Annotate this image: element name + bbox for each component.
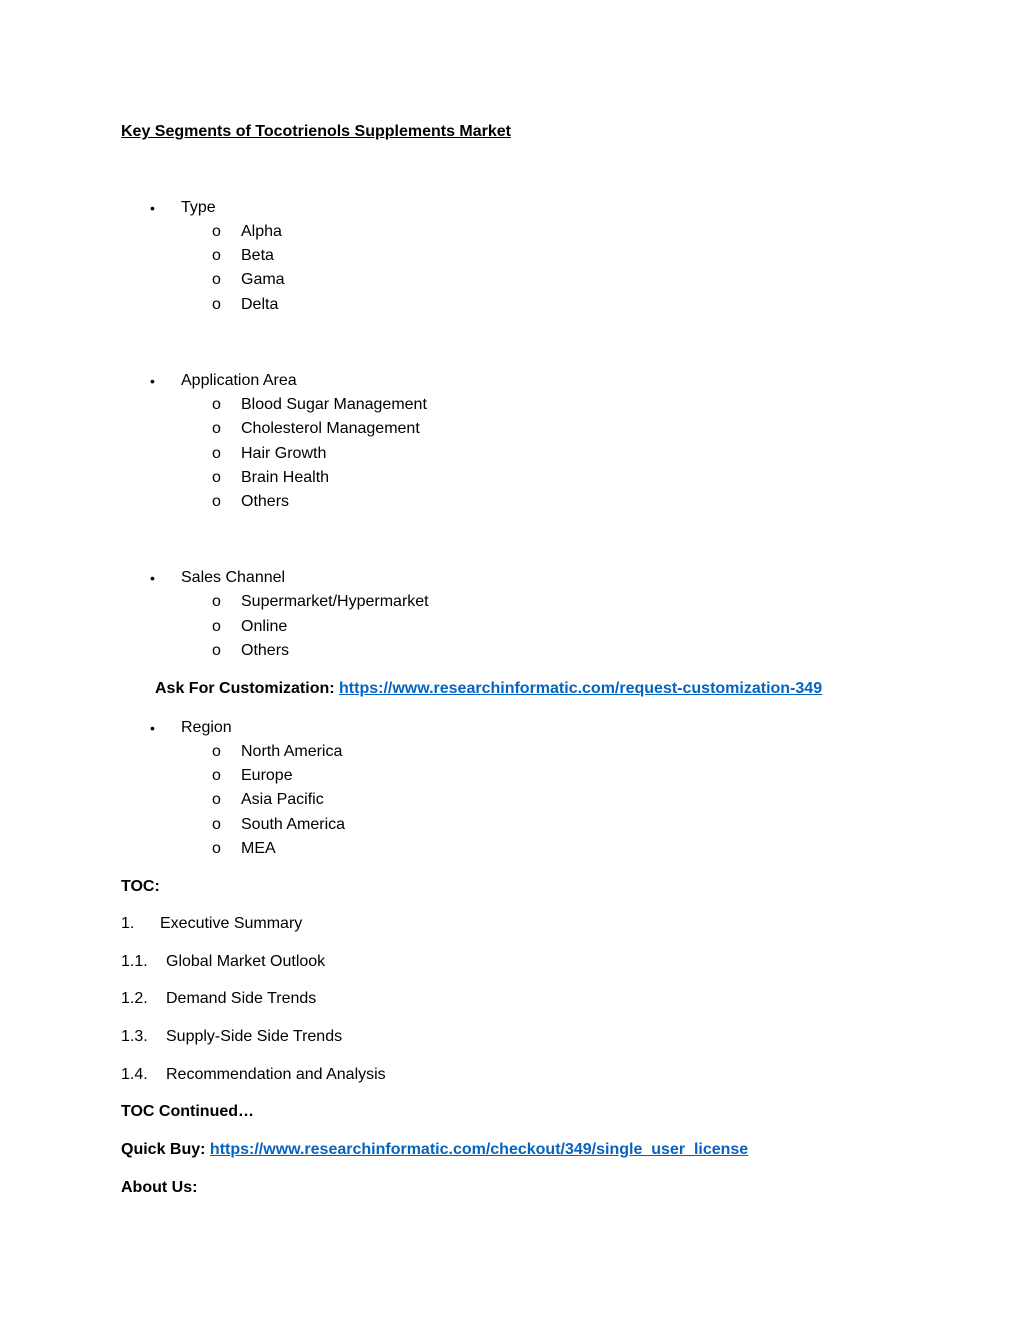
- list-item: Others: [241, 642, 290, 659]
- sub-marker: o: [212, 593, 221, 610]
- bullet-marker: •: [150, 570, 155, 586]
- list-item: Beta: [241, 247, 274, 264]
- segment-label-region: Region: [181, 719, 232, 736]
- customization-line: [155, 679, 822, 699]
- sub-marker: o: [212, 493, 221, 510]
- toc-item-text: Supply-Side Side Trends: [166, 1028, 343, 1045]
- segment-label-sales-channel: Sales Channel: [181, 569, 286, 586]
- toc-item-text: Demand Side Trends: [166, 990, 317, 1007]
- list-item: South America: [241, 816, 346, 833]
- sub-marker: o: [212, 743, 221, 760]
- toc-item-text: Executive Summary: [160, 915, 303, 932]
- sub-marker: o: [212, 296, 221, 313]
- bullet-marker: •: [150, 200, 155, 216]
- about-us-heading: About Us:: [121, 1179, 198, 1196]
- list-item: Delta: [241, 296, 279, 313]
- list-item: Asia Pacific: [241, 791, 324, 808]
- sub-marker: o: [212, 791, 221, 808]
- list-item: Brain Health: [241, 469, 330, 486]
- sub-marker: o: [212, 445, 221, 462]
- bullet-marker: •: [150, 720, 155, 736]
- quick-buy-label: Quick Buy:: [121, 1141, 206, 1158]
- sub-marker: o: [212, 618, 221, 635]
- list-item: Supermarket/Hypermarket: [241, 593, 429, 610]
- toc-continued: TOC Continued…: [121, 1103, 255, 1120]
- toc-item-number: 1.1.: [121, 953, 148, 970]
- segment-label-application-area: Application Area: [181, 372, 297, 389]
- sub-marker: o: [212, 767, 221, 784]
- list-item: Hair Growth: [241, 445, 327, 462]
- sub-marker: o: [212, 642, 221, 659]
- list-item: Others: [241, 493, 290, 510]
- customization-label: Ask For Customization:: [155, 680, 335, 697]
- toc-item-text: Recommendation and Analysis: [166, 1066, 386, 1083]
- sub-marker: o: [212, 816, 221, 833]
- list-item: MEA: [241, 840, 276, 857]
- toc-item-number: 1.2.: [121, 990, 148, 1007]
- sub-marker: o: [212, 223, 221, 240]
- toc-item-number: 1.: [121, 915, 135, 932]
- sub-marker: o: [212, 420, 221, 437]
- customization-link[interactable]: https://www.researchinformatic.com/request-customization-349: [339, 680, 823, 697]
- list-item: Alpha: [241, 223, 282, 240]
- list-item: Blood Sugar Management: [241, 396, 427, 413]
- list-item: Gama: [241, 271, 285, 288]
- bullet-marker: •: [150, 373, 155, 389]
- sub-marker: o: [212, 271, 221, 288]
- document-title: Key Segments of Tocotrienols Supplements Market: [121, 123, 512, 140]
- toc-item-number: 1.3.: [121, 1028, 148, 1045]
- toc-heading: TOC:: [121, 878, 160, 895]
- sub-marker: o: [212, 247, 221, 264]
- toc-item-text: Global Market Outlook: [166, 953, 326, 970]
- list-item: Cholesterol Management: [241, 420, 420, 437]
- sub-marker: o: [212, 396, 221, 413]
- list-item: Europe: [241, 767, 293, 784]
- sub-marker: o: [212, 840, 221, 857]
- list-item: North America: [241, 743, 343, 760]
- toc-item-number: 1.4.: [121, 1066, 148, 1083]
- sub-marker: o: [212, 469, 221, 486]
- list-item: Online: [241, 618, 288, 635]
- quick-buy-line: [121, 1140, 748, 1160]
- segment-label-type: Type: [181, 199, 216, 216]
- quick-buy-link[interactable]: https://www.researchinformatic.com/checkout/349/single_user_license: [209, 1141, 749, 1158]
